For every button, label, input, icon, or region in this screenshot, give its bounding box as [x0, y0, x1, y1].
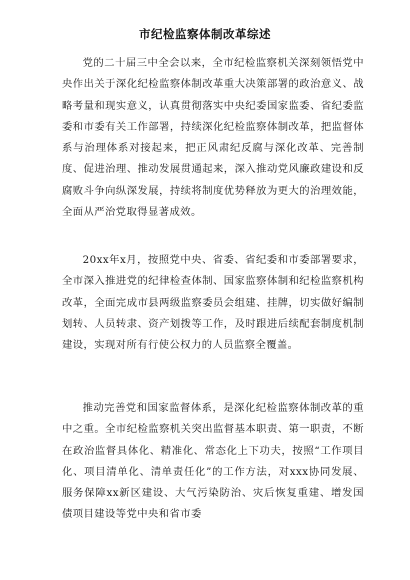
paragraph-2: 20xx年x月，按照党中央、省委、省纪委和市委部署要求，全市深入推进党的纪律检查体制、国家监察体制和纪检监察机构改革，全面完成市县两级监察委员会组建、挂牌，切实做好编制划转、人员转隶、资产划拨等工作，及时跟进后续配套制度机制建设，实现对所有行使公权力的人员监察全覆盖。 [62, 254, 364, 352]
document-title: 市纪检监察体制改革综述 [139, 27, 271, 41]
paragraph-1: 党的二十届三中全会以来，全市纪检监察机关深刻领悟党中央作出关于深化纪检监察体制改革重大决策部署的政治意义、战略考量和现实意义，认真贯彻落实中央纪委国家监委、省纪委监委和市委有关工作部署，持续深化纪检监察体制改革，把监督体系与治理体系对接起来，把正风肃纪反腐与深化改革、完善制度、促进治理、推动发展贯通起来，深入推动党风廉政建设和反腐败斗争向纵深发展，持续将制度优势释放为更大的治理效能，全面从严治党取得显著成效。 [62, 57, 364, 219]
paragraph-3: 推动完善党和国家监督体系，是深化纪检监察体制改革的重中之重。全市纪检监察机关突出监督基本职责、第一职责，不断在政治监督具体化、精准化、常态化上下功夫，按照“工作项目化、项目清单化、清单责任化”的工作方法，对xxx协同发展、服务保障xx新区建设、大气污染防治、灾后恢复重建、增发国债项目建设等党中央和省市委 [62, 402, 364, 521]
